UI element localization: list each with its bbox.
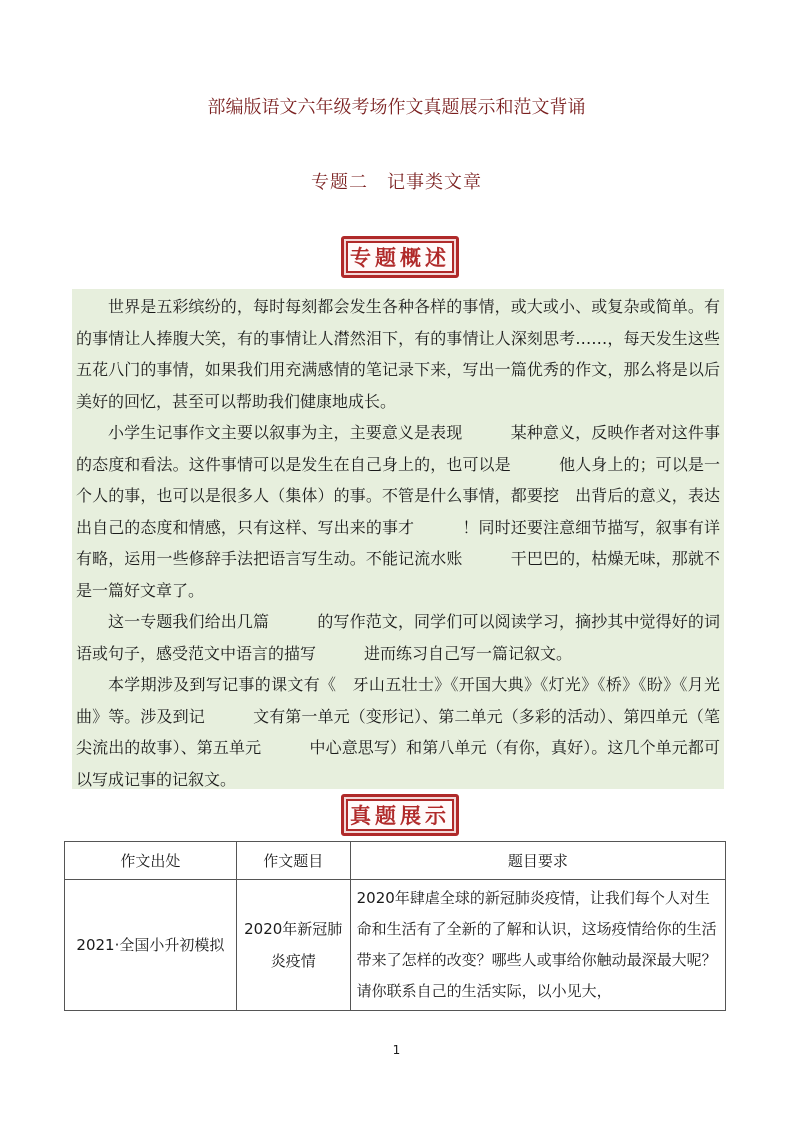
cell-requirement: 2020年肆虐全球的新冠肺炎疫情，让我们每个人对生命和生活有了全新的了解和认识，这场疫情给你的生活带来了怎样的改变？哪些人或事给你触动最深最大呢？请你联系自己的生活实际，以小见大， xyxy=(350,880,725,1011)
header-topic: 作文题目 xyxy=(236,842,350,880)
cell-topic: 2020年新冠肺炎疫情 xyxy=(236,880,350,1011)
header-source: 作文出处 xyxy=(65,842,237,880)
cell-source: 2021·全国小升初模拟 xyxy=(65,880,237,1011)
overview-paragraph: 世界是五彩缤纷的，每时每刻都会发生各种各样的事情，或大或小、或复杂或简单。有的事情让人捧腹大笑，有的事情让人潸然泪下，有的事情让人深刻思考……，每天发生这些五花八门的事情，如果我们用充满感情的笔记录下来，写出一篇优秀的作文，那么将是以后美好的回忆，甚至可以帮助我们健康地成长。 xyxy=(76,297,720,411)
exam-display-stamp: 真题展示 xyxy=(341,794,459,836)
overview-paragraph: 小学生记事作文主要以叙事为主，主要意义是表现 某种意义，反映作者对这件事的态度和看法。这件事情可以是发生在自己身上的，也可以是 他人身上的；可以是一个人的事，也可以是很多人（集体）的事。不管是什么事情，都要挖 出背后的意义，表达出自己的态度和情感，只有这样、写出来的事才 ！同时还要注意细节描写，叙事有详有略，运用一些修辞手法把语言写生动。不能记流水账 干巴巴的，枯燥无味，那就不是一篇好文章了。 xyxy=(76,423,720,600)
document-title: 部编版语文六年级考场作文真题展示和范文背诵 xyxy=(207,97,586,118)
table-header-row xyxy=(65,842,726,880)
page-number: 1 xyxy=(392,1043,401,1057)
table-row xyxy=(65,880,726,1011)
overview-box xyxy=(72,289,724,789)
overview-stamp: 专题概述 xyxy=(341,236,459,278)
header-requirement: 题目要求 xyxy=(350,842,725,880)
overview-paragraph: 本学期涉及到写记事的课文有《 牙山五壮士》《开国大典》《灯光》《桥》《盼》《月光曲》等。涉及到记 文有第一单元（变形记）、第二单元（多彩的活动）、第四单元（笔尖流出的故事）、第五单元 中心意思写）和第八单元（有你，真好）。这几个单元都可以写成记事的记叙文。 xyxy=(76,675,720,789)
exam-table xyxy=(64,841,726,1011)
section-title: 专题二 记事类文章 xyxy=(311,172,482,193)
overview-paragraph: 这一专题我们给出几篇 的写作范文，同学们可以阅读学习，摘抄其中觉得好的词语或句子，感受范文中语言的描写 进而练习自己写一篇记叙文。 xyxy=(76,612,720,663)
